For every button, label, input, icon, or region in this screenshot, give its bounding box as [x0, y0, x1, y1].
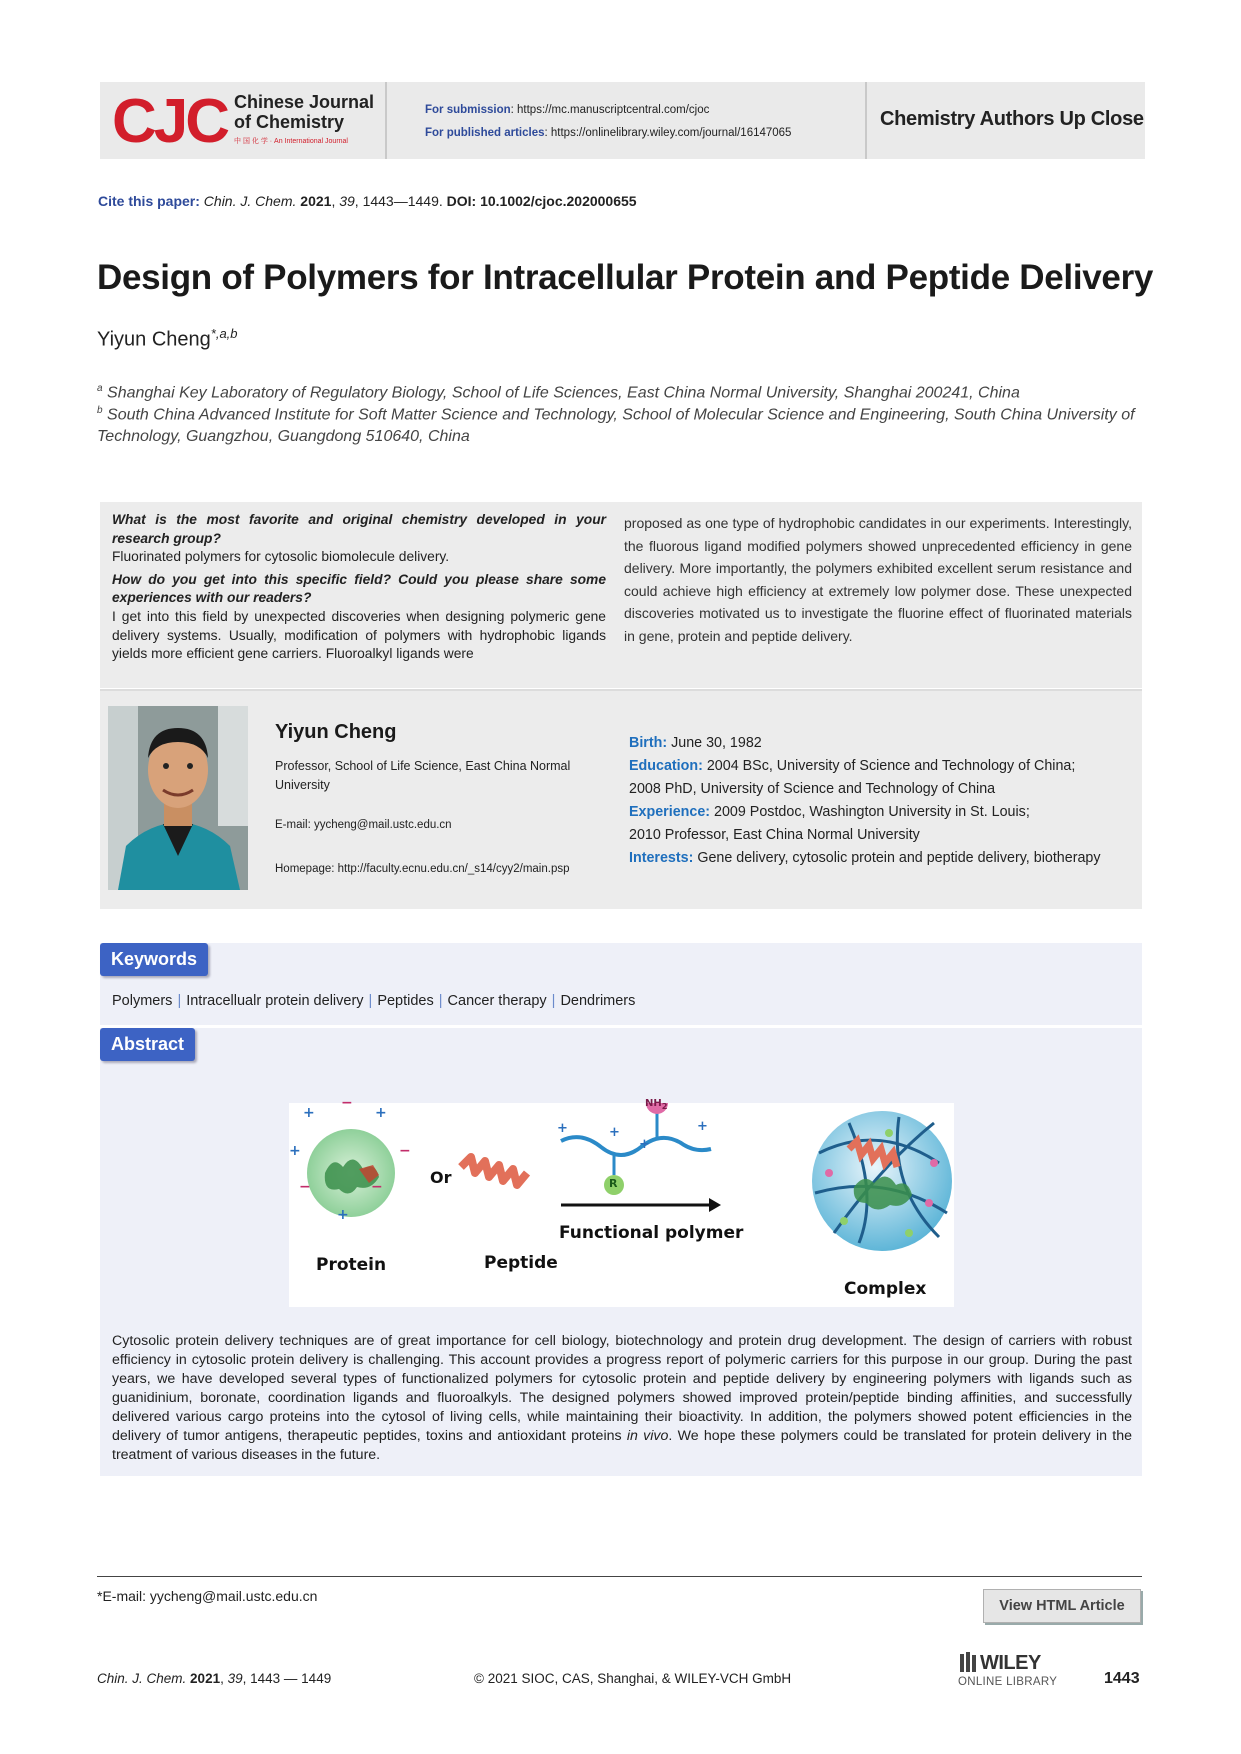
footer-rule: [97, 1576, 1142, 1577]
experience-label: Experience:: [629, 804, 711, 820]
submission-url: : https://mc.manuscriptcentral.com/cjoc: [510, 104, 710, 116]
keyword-item: Polymers: [112, 993, 173, 1009]
copyright: © 2021 SIOC, CAS, Shanghai, & WILEY-VCH GmbH: [474, 1671, 792, 1686]
keyword-separator: |: [438, 993, 443, 1009]
nh2-label: [645, 1098, 668, 1111]
abstract-text-italic: in vivo: [626, 1428, 669, 1444]
affiliation-text: South China Advanced Institute for Soft Matter Science and Technology, School of Molecular Science and Engineering, South China University of Technology, Guangzhou, Guangdong 510640, China: [97, 406, 1135, 445]
affiliation-mark: a: [97, 383, 103, 394]
protein-label: Protein: [316, 1255, 387, 1275]
education-value-1: 2004 BSc, University of Science and Technology of China;: [702, 758, 1076, 774]
answer-2-part1: I get into this field by unexpected discoveries when designing polymeric gene delivery systems. Usually, modification of polymers with hydrophobic ligands yields more efficient gene carriers. Fluoroalkyl ligands were: [112, 608, 606, 662]
journal-subtitle: 中 国 化 学 · An International Journal: [234, 138, 348, 145]
affiliation-text: Shanghai Key Laboratory of Regulatory Biology, School of Life Sciences, East China Normal University, Shanghai 200241, China: [107, 384, 1020, 402]
cite-label: Cite this paper:: [98, 193, 200, 209]
submission-link[interactable]: [425, 104, 709, 116]
education-value-2: 2008 PhD, University of Science and Technology of China: [629, 781, 996, 797]
cite-year: 2021: [300, 193, 332, 209]
footer-journal: Chin. J. Chem.: [97, 1671, 187, 1686]
journal-logo[interactable]: [100, 82, 387, 159]
section-title: Chemistry Authors Up Close: [880, 108, 1144, 130]
functional-polymer-label: Functional polymer: [559, 1223, 744, 1243]
keywords-panel: [100, 943, 1142, 1025]
wiley-online-library-logo[interactable]: [958, 1650, 1068, 1690]
charge-plus-marker: +: [289, 1143, 301, 1159]
footer-citation: Chin. J. Chem. 2021, 39, 1443 — 1449: [97, 1671, 332, 1686]
published-label: For published articles: [425, 127, 545, 139]
abstract-heading: Abstract: [100, 1028, 195, 1061]
keyword-separator: |: [177, 993, 182, 1009]
question-1: What is the most favorite and original chemistry developed in your research group?: [112, 512, 606, 546]
citation: Cite this paper: Chin. J. Chem. 2021, 39, 1443—1449. DOI: 10.1002/cjoc.202000655: [98, 193, 637, 209]
logo-cjc-text: CJC: [112, 87, 228, 156]
charge-plus-marker: +: [303, 1105, 315, 1121]
bio-birth: [629, 732, 1149, 755]
answer-2-part2: proposed as one type of hydrophobic candidates in our experiments. Interestingly, the fluorous ligand modified polymers showed unprecedented efficiency in gene delivery. More importantly, the polymers exhibited excellent serum resistance and could achieve high efficiency at extremely low polymer dose. These unexpected discoveries motivated us to investigate the fluorine effect of fluorinated materials in gene, protein and peptide delivery.: [624, 515, 1132, 644]
charge-plus-marker: +: [337, 1207, 349, 1223]
affiliation-mark: b: [97, 405, 103, 416]
submission-label: For submission: [425, 104, 511, 116]
author-bio-box: [100, 689, 1142, 909]
bio-details: [629, 732, 1149, 870]
author-photo: [108, 706, 248, 890]
keywords-list: [112, 993, 635, 1009]
interview-left-column: [112, 511, 606, 664]
charge-plus-marker: +: [609, 1125, 620, 1140]
r-group-label: R: [609, 1177, 618, 1190]
charge-minus-marker: −: [399, 1143, 411, 1159]
or-label: Or: [430, 1168, 452, 1187]
education-label: Education:: [629, 758, 703, 774]
journal-name-line2: of Chemistry: [234, 112, 345, 132]
submission-links: [387, 82, 867, 159]
published-articles-link[interactable]: [425, 127, 791, 139]
complex-label: Complex: [844, 1279, 927, 1299]
wiley-wordmark: WILEY: [980, 1652, 1041, 1674]
keyword-separator: |: [551, 993, 556, 1009]
bio-position: Professor, School of Life Science, East China Normal University: [275, 759, 571, 792]
bio-education: [629, 755, 1149, 778]
charge-plus-marker: +: [557, 1121, 568, 1136]
bio-name: Yiyun Cheng: [275, 721, 397, 743]
birth-label: Birth:: [629, 735, 668, 751]
graphical-abstract: [289, 1095, 954, 1307]
question-2: How do you get into this specific field? Could you please share some experiences with our readers?: [112, 571, 606, 606]
cite-volume: 39: [339, 193, 355, 209]
experience-value-2: 2010 Professor, East China Normal University: [629, 827, 920, 843]
journal-header: [100, 82, 1145, 159]
charge-minus-marker: −: [371, 1179, 383, 1195]
footer-year: 2021: [190, 1671, 221, 1686]
nh2-text: NH: [645, 1098, 662, 1109]
charge-minus-marker: −: [299, 1179, 311, 1195]
bio-interests: [629, 847, 1149, 870]
keyword-separator: |: [368, 993, 373, 1009]
interests-label: Interests:: [629, 850, 694, 866]
published-url: : https://onlinelibrary.wiley.com/journal/16147065: [544, 127, 792, 139]
interview-box: [100, 502, 1142, 688]
page-number: 1443: [1104, 1670, 1140, 1687]
footer-volume: 39: [227, 1671, 243, 1686]
keyword-item: Peptides: [377, 993, 434, 1009]
peptide-label: Peptide: [484, 1253, 558, 1273]
cite-pages: , 1443—1449.: [354, 193, 447, 209]
bio-experience: [629, 801, 1149, 824]
complex-illustration: [812, 1111, 952, 1251]
charge-plus-marker: +: [639, 1137, 650, 1152]
keyword-item: Intracellualr protein delivery: [186, 993, 364, 1009]
abstract-text-end: . We hope these polymers could be translated for protein delivery in the treatment of various diseases in the future.: [112, 1428, 1133, 1463]
article-title: Design of Polymers for Intracellular Protein and Peptide Delivery: [97, 258, 1154, 297]
experience-value-1: 2009 Postdoc, Washington University in St. Louis;: [710, 804, 1030, 820]
bio-homepage[interactable]: Homepage: http://faculty.ecnu.edu.cn/_s14/cyy2/main.psp: [275, 863, 570, 875]
charge-plus-marker: +: [375, 1105, 387, 1121]
charge-minus-marker: −: [341, 1095, 353, 1111]
nh2-subscript: 2: [661, 1101, 668, 1111]
keyword-item: Dendrimers: [560, 993, 636, 1009]
wiley-logo-icon: [958, 1652, 978, 1674]
peptide-illustration: [461, 1157, 527, 1185]
cite-journal: Chin. J. Chem.: [203, 193, 297, 209]
bio-email[interactable]: E-mail: yycheng@mail.ustc.edu.cn: [275, 819, 452, 831]
journal-name-line1: Chinese Journal: [234, 92, 375, 112]
birth-value: June 30, 1982: [667, 735, 762, 751]
journal-name: [234, 92, 374, 132]
keywords-heading: Keywords: [100, 943, 208, 976]
answer-1: Fluorinated polymers for cytosolic biomolecule delivery.: [112, 549, 450, 565]
interests-value: Gene delivery, cytosolic protein and peptide delivery, biotherapy: [693, 850, 1101, 866]
protein-illustration: [307, 1129, 395, 1217]
abstract-text: [112, 1332, 1132, 1465]
abstract-text-main: Cytosolic protein delivery techniques are of great importance for cell biology, biotechnology and protein drug development. The design of carriers with robust efficiency in cytosolic protein delivery is challenging. This account provides a progress report of polymeric carriers for this purpose in our group. During the past years, we have developed several types of functionalized polymers for cytosolic protein and peptide delivery by engineering polymers with ligands such as guanidinium, boronate, coordination ligands and fluoroalkyls. The designed polymers showed improved protein/peptide binding affinities, and successfully delivered various cargo proteins into the cytosol of living cells, while maintaining their bioactivity. In addition, the polymers showed potent efficiencies in the delivery of tumor antigens, therapeutic peptides, toxins and antioxidant proteins: [112, 1333, 1132, 1444]
footer-pages: , 1443 — 1449: [242, 1671, 332, 1686]
author-line: [97, 326, 238, 352]
online-library-text: ONLINE LIBRARY: [958, 1676, 1058, 1688]
charge-plus-marker: +: [697, 1119, 708, 1134]
corresponding-email[interactable]: *E-mail: yycheng@mail.ustc.edu.cn: [97, 1588, 318, 1604]
author-marks: *,a,b: [210, 326, 238, 341]
view-html-article-button[interactable]: View HTML Article: [983, 1589, 1141, 1623]
cite-doi[interactable]: DOI: 10.1002/cjoc.202000655: [446, 193, 637, 209]
author-name: Yiyun Cheng: [97, 328, 211, 351]
keyword-item: Cancer therapy: [447, 993, 547, 1009]
affiliation-b: [97, 400, 1152, 447]
